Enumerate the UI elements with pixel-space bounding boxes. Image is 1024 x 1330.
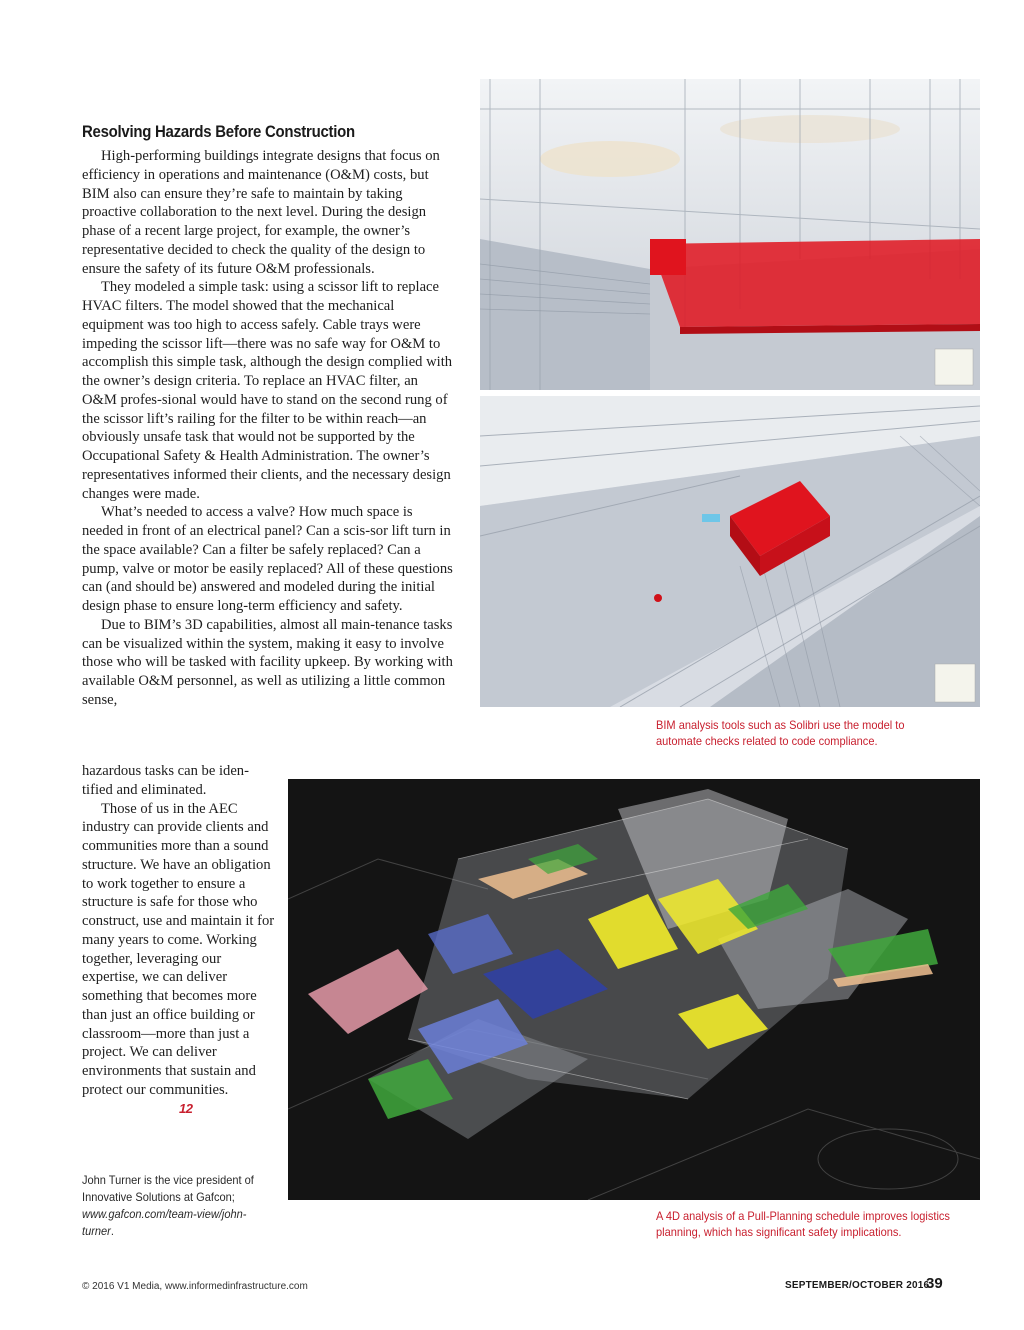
article-body-upper: [82, 147, 454, 710]
end-mark: 12: [179, 1100, 193, 1116]
pull-planning-render: [288, 779, 980, 1200]
caption-solibri: BIM analysis tools such as Solibri use the model to automate checks related to code compliance.: [656, 718, 905, 748]
page-number: 39: [926, 1275, 943, 1292]
paragraph-4: Due to BIM’s 3D capabilities, almost all main-tenance tasks can be visualized within the system, making it easy to involve those who will be tasked with facility upkeep. By working with available O&M personnel, as well as utilizing a little common sense,: [82, 616, 453, 708]
bim-interior-image: [480, 79, 980, 390]
bim-interior-render: [480, 79, 980, 390]
paragraph-3: What’s needed to access a valve? How much space is needed in front of an electrical panel? Can a scis-sor lift turn in the space available? Can a filter be safely replaced? Can a pump, valve or motor be easily replaced? All of these questions can (and should be) answered and modeled during the initial design phase to ensure long-term efficiency and safety.: [82, 504, 453, 614]
article-body-lower: [82, 762, 278, 1118]
bio-period: .: [110, 1224, 114, 1238]
article-heading: Resolving Hazards Before Construction: [82, 122, 355, 141]
paragraph-1: High-performing buildings integrate designs that focus on efficiency in operations and maintenance (O&M) costs, but BIM also can ensure they’re safe to maintain by taking proactive collaboration to the next level. During the design phase of a recent large project, for example, the owner’s representative decided to check the quality of the design to ensure the safety of its future O&M professionals.: [82, 148, 440, 277]
paragraph-5: [82, 800, 278, 1119]
bio-text: John Turner is the vice president of Innovative Solutions at Gafcon;: [82, 1173, 254, 1204]
bio-link[interactable]: www.gafcon.com/team-view/john-turner: [82, 1207, 247, 1238]
solibri-analysis-image: [480, 396, 980, 707]
paragraph-5-text: Those of us in the AEC industry can provide clients and communities more than a sound structure. We have an obligation to work together to ensure a structure is safe for those who construct, use and maintain it for many years to come. Working together, leveraging our expertise, we can deliver something that becomes more than just an office building or classroom—more than just a project. We can deliver environments that sustain and protect our communities.: [82, 800, 275, 1098]
footer-issue: SEPTEMBER/OCTOBER 2016: [785, 1280, 930, 1291]
paragraph-2: They modeled a simple task: using a scissor lift to replace HVAC filters. The model showed that the mechanical equipment was too high to access safely. Cable trays were impeding the scissor lift—there was no safe way for O&M to accomplish this simple task, although the design complied with the owner’s design criteria. To replace an HVAC filter, an O&M profes-sional would have to stand on the second rung of the scissor lift’s railing for the filter to be within reach—an obviously unsafe task that would not be supported by the Occupational Safety & Health Administration. The owner’s representatives informed their clients, and the necessary design changes were made.: [82, 279, 453, 502]
author-bio: [82, 1172, 266, 1240]
footer-copyright: © 2016 V1 Media, www.informedinfrastructure.com: [82, 1281, 308, 1292]
pull-planning-image: [288, 779, 980, 1200]
solibri-render: [480, 396, 980, 707]
paragraph-4-continued: hazardous tasks can be iden-tified and eliminated.: [82, 763, 249, 798]
caption-pull-planning: A 4D analysis of a Pull-Planning schedule improves logistics planning, which has significant safety implications.: [656, 1209, 950, 1239]
